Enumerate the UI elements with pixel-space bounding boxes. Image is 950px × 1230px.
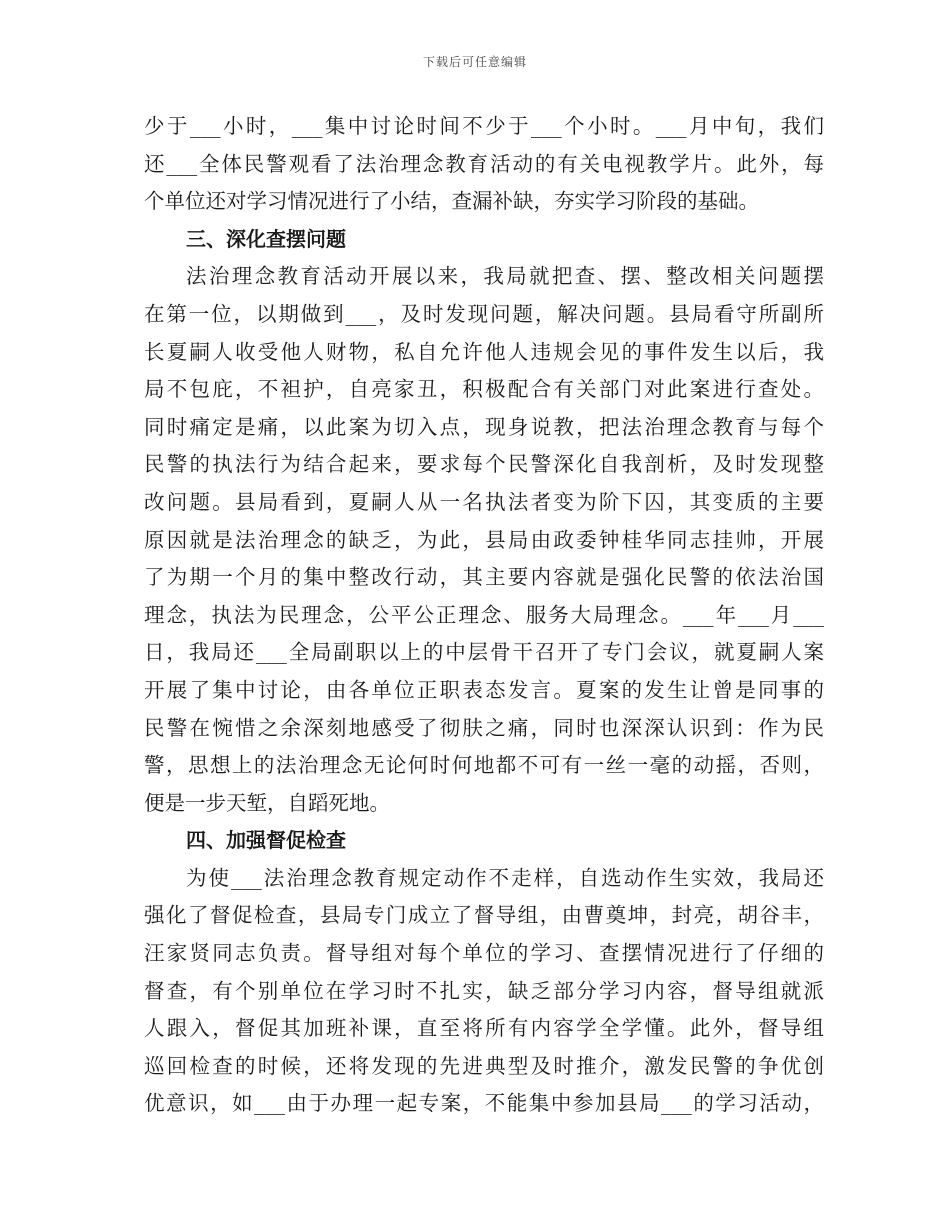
text-line: 为使___法治理念教育规定动作不走样，自选动作生实效，我局还: [186, 865, 824, 890]
section-heading: 三、深化查摆问题: [186, 226, 346, 251]
text-line: 原因就是法治理念的缺乏，为此，县局由政委钟桂华同志挂帅，开展: [144, 527, 824, 552]
text-line: 督查，有个别单位在学习时不扎实，缺乏部分学习内容，督导组就派: [144, 978, 824, 1003]
text-line: 少于___小时，___集中讨论时间不少于___个小时。___月中旬，我们: [144, 114, 824, 138]
text-line: 警，思想上的法治理念无论何时何地都不可有一丝一毫的动摇，否则，: [144, 753, 824, 778]
section-heading: 四、加强督促检查: [186, 828, 346, 853]
text-line: 强化了督促检查，县局专门成立了督导组，由曹奠坤，封亮，胡谷丰，: [144, 903, 824, 928]
text-line: 开展了集中讨论，由各单位正职表态发言。夏案的发生让曾是同事的: [144, 677, 824, 702]
document-body: [144, 108, 824, 1123]
text-line: 改问题。县局看到，夏嗣人从一名执法者变为阶下囚，其变质的主要: [144, 489, 824, 514]
text-line: 汪家贤同志负责。督导组对每个单位的学习、查摆情况进行了仔细的: [144, 941, 824, 966]
text-line: 还___全体民警观看了法治理念教育活动的有关电视教学片。此外，每: [144, 151, 824, 176]
text-line: 了为期一个月的集中整改行动，其主要内容就是强化民警的依法治国: [144, 565, 824, 590]
text-line: 民警在惋惜之余深刻地感受了彻肤之痛，同时也深深认识到：作为民: [144, 715, 824, 740]
text-line: 在第一位，以期做到___，及时发现问题，解决问题。县局看守所副所: [144, 301, 824, 326]
text-line: 个单位还对学习情况进行了小结，查漏补缺，夯实学习阶段的基础。: [144, 189, 759, 214]
text-line: 人跟入，督促其加班补课，直至将所有内容学全学懂。此外，督导组: [144, 1016, 824, 1041]
text-line: 巡回检查的时候，还将发现的先进典型及时推介，激发民警的争优创: [144, 1053, 824, 1078]
text-line: 优意识，如___由于办理一起专案，不能集中参加县局___的学习活动，: [144, 1091, 824, 1116]
text-line: 同时痛定是痛，以此案为切入点，现身说教，把法治理念教育与每个: [144, 414, 824, 439]
text-line: 日，我局还___全局副职以上的中层骨干召开了专门会议，就夏嗣人案: [144, 640, 824, 665]
text-line: 长夏嗣人收受他人财物，私自允许他人违规会见的事件发生以后，我: [144, 339, 824, 364]
text-line: 便是一步天堑，自蹈死地。: [144, 790, 390, 815]
text-line: 民警的执法行为结合起来，要求每个民警深化自我剖析，及时发现整: [144, 452, 824, 477]
text-line: 理念，执法为民理念，公平公正理念、服务大局理念。___年___月___: [144, 602, 824, 627]
text-line: 局不包庇，不袒护，自亮家丑，积极配合有关部门对此案进行查处。: [144, 377, 824, 402]
page-header-note: 下载后可任意编辑: [422, 55, 527, 69]
text-line: 法治理念教育活动开展以来，我局就把查、摆、整改相关问题摆: [186, 264, 824, 289]
